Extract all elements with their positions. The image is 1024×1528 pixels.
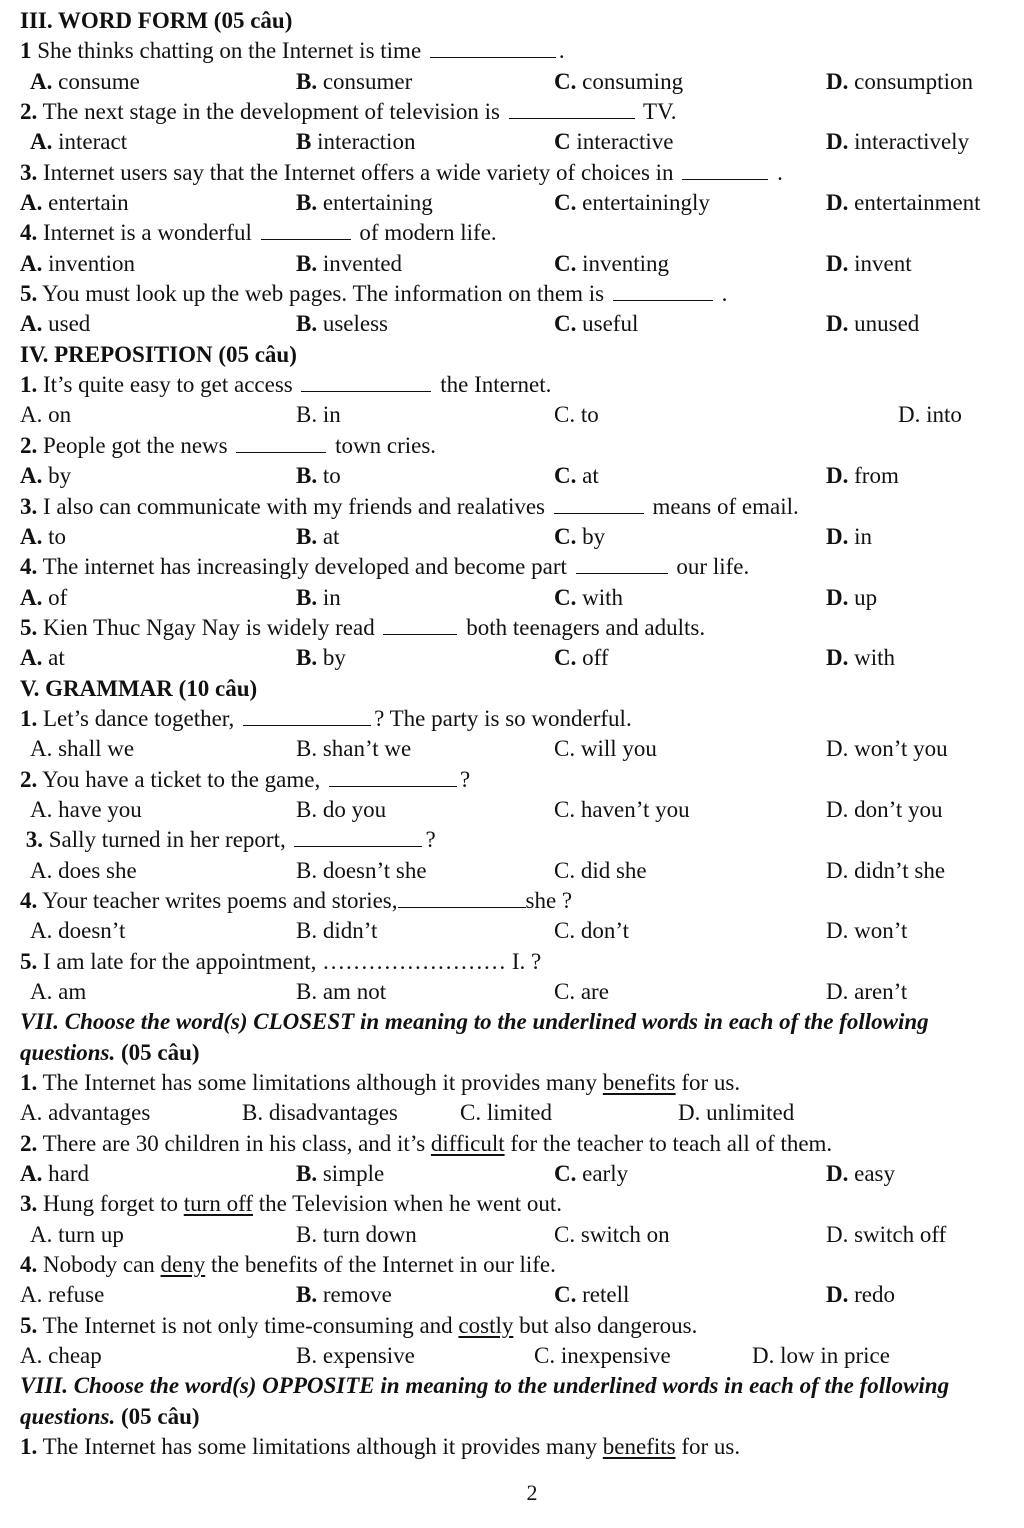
option-d[interactable]: D. low in price (752, 1343, 890, 1369)
option-c[interactable]: C. at (554, 463, 599, 489)
question-number: 5. (20, 1312, 38, 1338)
option-c[interactable]: C. early (554, 1161, 629, 1187)
question-opp-1 (20, 1432, 1016, 1462)
option-a[interactable]: A. refuse (20, 1282, 105, 1308)
options-gram-1 (20, 734, 1016, 764)
question-wf-3 (20, 158, 1016, 188)
options-prep-2 (20, 461, 1016, 491)
question-text-end: our life. (670, 554, 750, 580)
question-text: Sally turned in her report, (43, 827, 292, 853)
question-text: I also can communicate with my friends and realatives (37, 493, 551, 519)
answer-blank (576, 555, 668, 574)
question-number: 3. (25, 827, 43, 853)
answer-blank (294, 828, 422, 847)
answer-blank (430, 39, 556, 58)
question-gram-1 (20, 704, 1016, 734)
question-text-end: town cries. (329, 432, 437, 458)
options-prep-1 (20, 400, 1016, 430)
question-gram-4 (20, 886, 1016, 916)
answer-blank (261, 221, 351, 240)
options-close-2 (20, 1159, 1016, 1189)
question-text: Internet users say that the Internet offers a wide variety of choices in (37, 159, 680, 185)
option-a[interactable]: A. at (20, 645, 65, 671)
question-text-end: TV. (637, 99, 677, 125)
options-wf-2 (20, 127, 1016, 157)
question-text-end: . (715, 281, 728, 307)
option-a[interactable]: A. invention (20, 250, 136, 276)
question-number: 4. (20, 1252, 38, 1278)
question-wf-2 (20, 97, 1016, 127)
option-c[interactable]: C. did she (554, 857, 647, 883)
underlined-word: benefits (602, 1434, 676, 1460)
option-c[interactable]: C. off (554, 645, 609, 671)
question-text-end: the benefits of the Internet in our life. (205, 1252, 556, 1278)
option-d[interactable]: D. entertainment (826, 190, 981, 216)
section-grammar-heading (20, 674, 1016, 704)
option-a[interactable]: A. on (20, 402, 72, 428)
question-close-3 (20, 1189, 1016, 1219)
option-c[interactable]: C. useful (554, 311, 639, 337)
option-b[interactable]: B. to (296, 463, 341, 489)
question-number: 4. (20, 887, 38, 913)
question-number: 4. (20, 220, 38, 246)
option-a[interactable]: A. shall we (30, 736, 135, 762)
worksheet-page (20, 6, 1016, 1463)
option-d[interactable]: D. unused (826, 311, 920, 337)
question-number: 5. (20, 614, 38, 640)
underlined-word: turn off (183, 1191, 253, 1217)
question-number: 5. (20, 948, 38, 974)
question-text-end: ? The party is so wonderful. (374, 705, 632, 731)
question-close-2 (20, 1129, 1016, 1159)
option-b[interactable]: B interaction (296, 129, 416, 155)
option-d[interactable]: D. consumption (826, 68, 973, 94)
question-number: 2. (20, 766, 38, 792)
question-prep-1 (20, 370, 1016, 400)
options-gram-3 (20, 856, 1016, 886)
options-close-4 (20, 1280, 1016, 1310)
option-a[interactable]: A. of (20, 584, 68, 610)
option-d[interactable]: D. from (826, 463, 899, 489)
question-text-end: but also dangerous. (513, 1312, 698, 1338)
option-d[interactable]: D. won’t you (826, 736, 948, 762)
question-text-end: for us. (675, 1434, 741, 1460)
option-b[interactable]: B. remove (296, 1282, 392, 1308)
option-b[interactable]: B. shan’t we (296, 736, 412, 762)
question-number: 1. (20, 1434, 38, 1460)
options-close-1 (20, 1098, 1016, 1128)
option-d[interactable]: D. easy (826, 1161, 895, 1187)
answer-blank (398, 889, 526, 908)
question-number: 5. (20, 281, 38, 307)
option-a[interactable]: A. have you (30, 796, 142, 822)
question-number: 1 (20, 38, 32, 64)
options-prep-4 (20, 583, 1016, 613)
option-c[interactable]: C. switch on (554, 1221, 670, 1247)
question-number: 1. (20, 705, 38, 731)
answer-blank (509, 100, 635, 119)
question-text: Let’s dance together, (37, 705, 241, 731)
option-c[interactable]: C. with (554, 584, 624, 610)
question-text-end: ? (425, 827, 436, 853)
options-wf-4 (20, 249, 1016, 279)
option-a[interactable]: A. interact (30, 129, 128, 155)
section-closest-heading (20, 1007, 980, 1068)
option-a[interactable]: A. cheap (20, 1343, 102, 1369)
section-title: VIII. Choose the word(s) OPPOSITE in meaning to the underlined words in each of the following questions. (20, 1373, 950, 1429)
section-title: VII. Choose the word(s) CLOSEST in meaning to the underlined words in each of the following questions. (20, 1009, 929, 1065)
question-text: Hung forget to (37, 1191, 184, 1217)
option-b[interactable]: B. doesn’t she (296, 857, 427, 883)
question-number: 2. (20, 1130, 38, 1156)
underlined-word: deny (160, 1252, 206, 1278)
question-text: The Internet has some limitations although it provides many (37, 1434, 603, 1460)
option-d[interactable]: D. switch off (826, 1221, 947, 1247)
option-d[interactable]: D. invent (826, 250, 912, 276)
options-wf-1 (20, 67, 1016, 97)
option-b[interactable]: B. by (296, 645, 346, 671)
answer-blank (383, 616, 457, 635)
option-a[interactable]: A. doesn’t (30, 918, 126, 944)
option-c[interactable]: C. retell (554, 1282, 630, 1308)
options-gram-5 (20, 977, 1016, 1007)
question-text: People got the news (37, 432, 234, 458)
option-a[interactable]: A. does she (30, 857, 137, 883)
question-wf-5 (20, 279, 1016, 309)
option-a[interactable]: A. to (20, 523, 67, 549)
question-text-end: . (771, 159, 783, 185)
question-text-end: ? (459, 766, 471, 792)
option-c[interactable]: C. consuming (554, 68, 684, 94)
option-c[interactable]: C. inventing (554, 250, 670, 276)
option-d[interactable]: D. up (826, 584, 878, 610)
underlined-word: benefits (602, 1070, 676, 1096)
option-b[interactable]: B. in (296, 402, 341, 428)
option-c[interactable]: C. are (554, 979, 609, 1004)
underlined-word: difficult (430, 1130, 505, 1156)
question-gram-3 (20, 825, 1016, 855)
question-text: Nobody can (37, 1252, 161, 1278)
question-text: The Internet is not only time-consuming and (37, 1312, 459, 1338)
question-prep-2 (20, 431, 1016, 461)
option-b[interactable]: B. simple (296, 1161, 385, 1187)
options-prep-5 (20, 643, 1016, 673)
option-b[interactable]: B. at (296, 523, 340, 549)
question-text: Your teacher writes poems and stories, (37, 887, 398, 913)
answer-blank (554, 495, 644, 514)
answer-blank (613, 282, 713, 301)
question-text: I am late for the appointment, (37, 948, 323, 974)
option-d[interactable]: D. with (826, 645, 896, 671)
option-d[interactable]: D. didn’t she (826, 857, 946, 883)
question-close-5 (20, 1311, 1016, 1341)
question-gram-5 (20, 947, 1016, 977)
option-b[interactable]: B. consumer (296, 68, 413, 94)
option-d[interactable]: D. don’t you (826, 796, 943, 822)
question-number: 4. (20, 554, 38, 580)
question-text-end: . (558, 38, 565, 64)
answer-blank (682, 161, 768, 180)
question-text: The internet has increasingly developed and become part (37, 554, 573, 580)
question-number: 1. (20, 1070, 38, 1096)
option-d[interactable]: D. in (826, 523, 873, 549)
question-text-end: both teenagers and adults. (460, 614, 706, 640)
options-close-5 (20, 1341, 1016, 1371)
question-text: You have a ticket to the game, (37, 766, 326, 792)
question-text: The Internet has some limitations although it provides many (37, 1070, 603, 1096)
option-b[interactable]: B. entertaining (296, 190, 433, 216)
option-a[interactable]: A. turn up (30, 1221, 124, 1247)
section-opposite-heading (20, 1371, 995, 1432)
answer-blank (243, 707, 371, 726)
option-b[interactable]: B. turn down (296, 1221, 417, 1247)
answer-blank (301, 373, 431, 392)
page-number: 2 (526, 1480, 538, 1505)
option-c[interactable]: C. entertainingly (554, 190, 710, 216)
option-b[interactable]: B. didn’t (296, 918, 378, 944)
option-a[interactable]: A. am (30, 979, 87, 1004)
option-d[interactable]: D. unlimited (678, 1100, 795, 1126)
option-a[interactable]: A. advantages (20, 1100, 151, 1126)
option-c[interactable]: C. limited (460, 1100, 552, 1126)
option-b[interactable]: B. am not (296, 979, 387, 1004)
question-text-end: for the teacher to teach all of them. (504, 1130, 833, 1156)
question-close-4 (20, 1250, 1016, 1280)
section-count: (05 câu) (115, 1403, 200, 1429)
section-title: V. GRAMMAR (10 câu) (20, 675, 258, 701)
option-d[interactable]: D. interactively (826, 129, 970, 155)
question-prep-3 (20, 492, 1016, 522)
option-c[interactable]: C. will you (554, 736, 657, 762)
question-text-end: she ? (525, 887, 573, 913)
question-number: 1. (20, 372, 38, 398)
section-title: III. WORD FORM (05 câu) (20, 8, 293, 33)
option-c[interactable]: C. by (554, 523, 606, 549)
question-number: 2. (20, 99, 38, 125)
answer-blank (236, 434, 326, 453)
question-number: 3. (20, 1191, 38, 1217)
section-word-form-heading (20, 6, 1016, 36)
options-close-3 (20, 1220, 1016, 1250)
question-text: There are 30 children in his class, and it’s (37, 1130, 431, 1156)
question-number: 2. (20, 432, 38, 458)
question-text: It’s quite easy to get access (37, 372, 299, 398)
section-count: (05 câu) (115, 1039, 200, 1065)
question-text-end: the Television when he went out. (252, 1191, 563, 1217)
question-wf-4 (20, 218, 1016, 248)
option-a[interactable]: A. consume (30, 68, 140, 94)
option-d[interactable]: D. won’t (826, 918, 908, 944)
option-d[interactable]: D. aren’t (826, 979, 908, 1004)
answer-dots: …………………… (322, 948, 507, 974)
question-text: She thinks chatting on the Internet is time (31, 38, 427, 64)
option-c[interactable]: C. inexpensive (534, 1343, 671, 1369)
question-text: Kien Thuc Ngay Nay is widely read (37, 614, 381, 640)
question-text: The next stage in the development of television is (37, 99, 506, 125)
option-b[interactable]: B. in (296, 584, 341, 610)
question-text: Internet is a wonderful (37, 220, 258, 246)
question-text: You must look up the web pages. The information on them is (37, 281, 610, 307)
options-prep-3 (20, 522, 1016, 552)
option-c[interactable]: C interactive (554, 129, 674, 155)
option-a[interactable]: A. hard (20, 1161, 89, 1187)
option-b[interactable]: B. useless (296, 311, 389, 337)
option-d[interactable]: D. into (898, 402, 962, 428)
question-text-end: I. ? (506, 948, 542, 974)
option-b[interactable]: B. disadvantages (242, 1100, 398, 1126)
question-text-end: the Internet. (434, 372, 552, 398)
section-preposition-heading (20, 340, 1016, 370)
option-b[interactable]: B. invented (296, 250, 403, 276)
question-text-end: for us. (675, 1070, 741, 1096)
option-a[interactable]: A. used (20, 311, 91, 337)
option-d[interactable]: D. redo (826, 1282, 895, 1308)
question-text-end: means of email. (646, 493, 799, 519)
options-wf-5 (20, 309, 1016, 339)
question-number: 3. (20, 159, 38, 185)
options-wf-3 (20, 188, 1016, 218)
question-prep-4 (20, 552, 1016, 582)
question-number: 3. (20, 493, 38, 519)
option-a[interactable]: A. by (20, 463, 72, 489)
option-a[interactable]: A. entertain (20, 190, 129, 216)
options-gram-2 (20, 795, 1016, 825)
question-text-end: of modern life. (353, 220, 497, 246)
underlined-word: costly (458, 1312, 514, 1338)
question-gram-2 (20, 765, 1016, 795)
answer-blank (329, 768, 457, 787)
question-close-1 (20, 1068, 1016, 1098)
section-title: IV. PREPOSITION (05 câu) (20, 341, 297, 367)
option-c[interactable]: C. to (554, 402, 599, 428)
option-b[interactable]: B. do you (296, 796, 387, 822)
option-b[interactable]: B. expensive (296, 1343, 415, 1369)
option-c[interactable]: C. haven’t you (554, 796, 690, 822)
options-gram-4 (20, 916, 1016, 946)
question-wf-1 (20, 36, 1016, 66)
option-c[interactable]: C. don’t (554, 918, 629, 944)
question-prep-5 (20, 613, 1016, 643)
